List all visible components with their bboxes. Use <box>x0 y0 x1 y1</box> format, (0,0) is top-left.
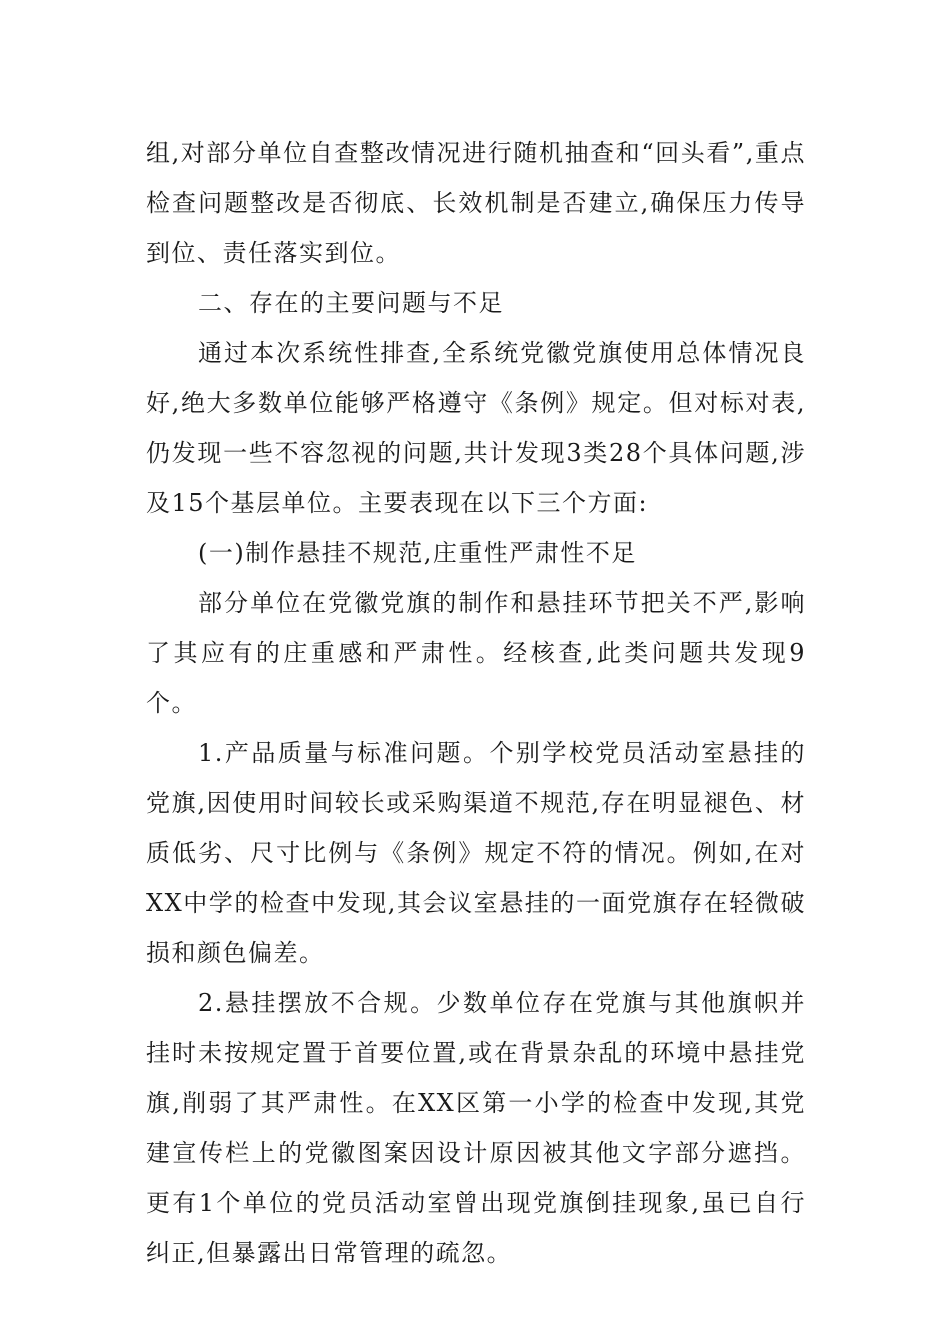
paragraph-continuation: 组,对部分单位自查整改情况进行随机抽查和“回头看”,重点检查问题整改是否彻底、长效机制是否建立,确保压力传导到位、责任落实到位。 <box>146 139 806 267</box>
subsection-heading: (一)制作悬挂不规范,庄重性严肃性不足 <box>198 539 637 567</box>
list-item: 1.产品质量与标准问题。个别学校党员活动室悬挂的党旗,因使用时间较长或采购渠道不规范,存在明显褪色、材质低劣、尺寸比例与《条例》规定不符的情况。例如,在对XX中学的检查中发现,其会议室悬挂的一面党旗存在轻微破损和颜色偏差。 <box>146 739 806 967</box>
section-heading: 二、存在的主要问题与不足 <box>198 289 504 317</box>
document-body <box>146 128 806 1278</box>
paragraph: 部分单位在党徽党旗的制作和悬挂环节把关不严,影响了其应有的庄重感和严肃性。经核查,此类问题共发现9个。 <box>146 589 806 717</box>
list-item: 2.悬挂摆放不合规。少数单位存在党旗与其他旗帜并挂时未按规定置于首要位置,或在背景杂乱的环境中悬挂党旗,削弱了其严肃性。在XX区第一小学的检查中发现,其党建宣传栏上的党徽图案因设计原因被其他文字部分遮挡。更有1个单位的党员活动室曾出现党旗倒挂现象,虽已自行纠正,但暴露出日常管理的疏忽。 <box>146 989 806 1267</box>
paragraph: 通过本次系统性排查,全系统党徽党旗使用总体情况良好,绝大多数单位能够严格遵守《条例》规定。但对标对表,仍发现一些不容忽视的问题,共计发现3类28个具体问题,涉及15个基层单位。主要表现在以下三个方面: <box>146 339 806 517</box>
